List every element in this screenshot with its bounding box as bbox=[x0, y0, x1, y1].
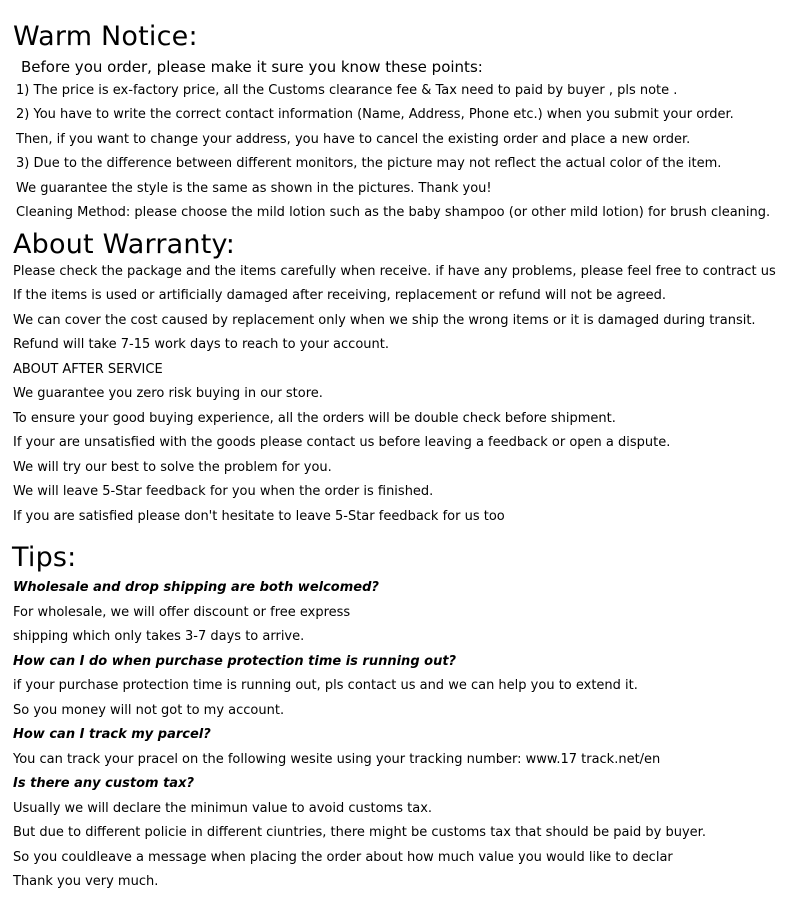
tips-answer: shipping which only takes 3-7 days to arrive. bbox=[13, 629, 305, 644]
warranty-line: Please check the package and the items carefully when receive. if have any problems, please feel free to contract us bbox=[13, 264, 776, 279]
tips-closing: Thank you very much. bbox=[13, 874, 159, 889]
tips-answer: So you couldleave a message when placing the order about how much value you would like to declar bbox=[13, 850, 673, 865]
warranty-line: If the items is used or artificially damaged after receiving, replacement or refund will not be agreed. bbox=[13, 288, 667, 303]
warranty-heading: About Warranty: bbox=[13, 229, 236, 260]
tips-answer: if your purchase protection time is running out, pls contact us and we can help you to extend it. bbox=[13, 678, 638, 693]
tips-answer: Usually we will declare the minimun value to avoid customs tax. bbox=[13, 801, 433, 816]
tips-question: Wholesale and drop shipping are both welcomed? bbox=[13, 580, 379, 595]
warm-notice-line: 1) The price is ex-factory price, all the Customs clearance fee & Tax need to paid by buyer , pls note . bbox=[16, 83, 678, 98]
warm-notice-line: 3) Due to the difference between different monitors, the picture may not reflect the actual color of the item. bbox=[16, 156, 722, 171]
tips-answer: You can track your pracel on the following wesite using your tracking number: www.17 track.net/en bbox=[13, 752, 661, 767]
warranty-line: Refund will take 7-15 work days to reach to your account. bbox=[13, 337, 389, 352]
tips-question: Is there any custom tax? bbox=[13, 776, 194, 791]
warm-notice-heading: Warm Notice: bbox=[13, 21, 198, 52]
warranty-line: If your are unsatisfied with the goods please contact us before leaving a feedback or open a dispute. bbox=[13, 435, 671, 450]
tips-answer: For wholesale, we will offer discount or free express bbox=[13, 605, 351, 620]
warranty-line: We will leave 5-Star feedback for you when the order is finished. bbox=[13, 484, 434, 499]
tips-answer: So you money will not got to my account. bbox=[13, 703, 285, 718]
warm-notice-line: 2) You have to write the correct contact information (Name, Address, Phone etc.) when you submit your order. bbox=[16, 107, 734, 122]
warranty-line: If you are satisfied please don't hesitate to leave 5-Star feedback for us too bbox=[13, 509, 505, 524]
warranty-line: To ensure your good buying experience, all the orders will be double check before shipment. bbox=[13, 411, 616, 426]
warm-notice-line: We guarantee the style is the same as shown in the pictures. Thank you! bbox=[16, 181, 492, 196]
tips-question: How can I do when purchase protection time is running out? bbox=[13, 654, 457, 669]
warranty-line: We will try our best to solve the problem for you. bbox=[13, 460, 332, 475]
warm-notice-line: Cleaning Method: please choose the mild lotion such as the baby shampoo (or other mild lotion) for brush cleaning. bbox=[16, 205, 771, 220]
warranty-line: We guarantee you zero risk buying in our store. bbox=[13, 386, 323, 401]
after-service-title: ABOUT AFTER SERVICE bbox=[13, 362, 163, 377]
warranty-line: We can cover the cost caused by replacement only when we ship the wrong items or it is damaged during transit. bbox=[13, 313, 756, 328]
tips-answer: But due to different policie in different ciuntries, there might be customs tax that should be paid by buyer. bbox=[13, 825, 706, 840]
warm-notice-intro: Before you order, please make it sure you know these points: bbox=[21, 58, 483, 76]
warm-notice-line: Then, if you want to change your address, you have to cancel the existing order and place a new order. bbox=[16, 132, 691, 147]
tips-question: How can I track my parcel? bbox=[13, 727, 211, 742]
tips-heading: Tips: bbox=[12, 542, 77, 573]
